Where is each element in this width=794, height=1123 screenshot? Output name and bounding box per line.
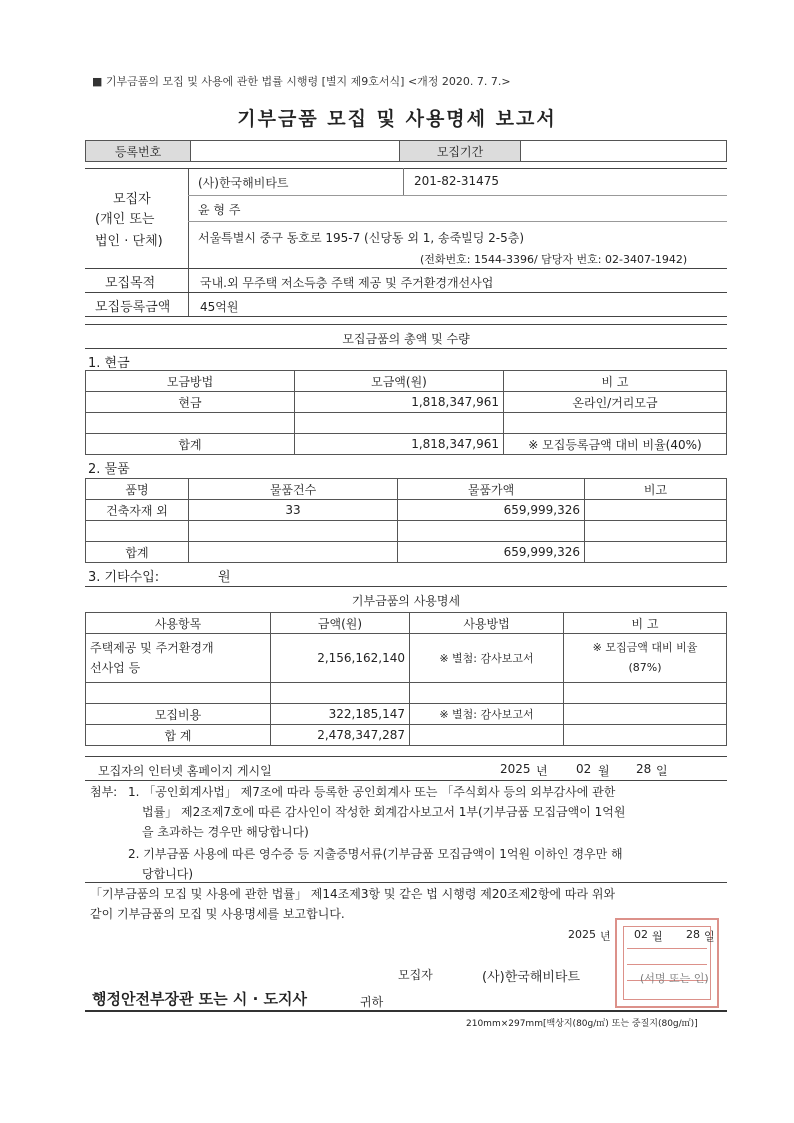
goods-value: 659,999,326 — [398, 500, 585, 521]
purpose-value: 국내.외 무주택 저소득층 주택 제공 및 주거환경개선사업 — [200, 276, 494, 290]
usage-item1-line1: 주택제공 및 주거환경개 — [90, 641, 214, 655]
goods-heading: 2. 물품 — [88, 462, 130, 477]
collector-address: 서울특별시 중구 동호로 195-7 (신당동 외 1, 송죽빌딩 2-5층) — [198, 231, 525, 245]
paper-spec: 210mm×297mm[백상지(80g/㎡) 또는 중질지(80g/㎡)] — [466, 1019, 698, 1029]
cash-amount: 1,818,347,961 — [295, 392, 504, 413]
usage-item1-remark — [564, 634, 727, 683]
usage-header-item: 사용항목 — [86, 613, 271, 634]
goods-count: 33 — [189, 500, 398, 521]
goods-total-remark — [585, 542, 727, 563]
reg-no-label: 등록번호 — [86, 141, 191, 162]
goods-header-count: 물품건수 — [189, 479, 398, 500]
form-header: ■ 기부금품의 모집 및 사용에 관한 법률 시행령 [별지 제9호서식] <개정 2020. 7. 7.> — [92, 75, 511, 88]
cash-empty-2 — [295, 413, 504, 434]
goods-empty-4 — [585, 521, 727, 542]
internet-month: 02 — [576, 762, 592, 776]
usage-title: 기부금품의 사용명세 — [351, 594, 461, 608]
usage-header-method: 사용방법 — [410, 613, 564, 634]
recipient-name: 행정안전부장관 또는 시 · 도지사 — [92, 990, 307, 1008]
cash-method: 현금 — [86, 392, 295, 413]
goods-header-value: 물품가액 — [398, 479, 585, 500]
collector-name: (사)한국해비타트 — [198, 176, 289, 190]
usage-item1-remark-line1: ※ 모집금액 대비 비율 — [592, 641, 698, 654]
usage-header-remark: 비 고 — [564, 613, 727, 634]
sign-day-unit: 일 — [704, 930, 715, 943]
collector-rep: 윤 형 주 — [198, 203, 241, 217]
usage-total-amount: 2,478,347,287 — [271, 725, 410, 746]
usage-header-amount: 금액(원) — [271, 613, 410, 634]
reg-amount-value: 45억원 — [200, 300, 239, 314]
attachment-item2-line1: 2. 기부금품 사용에 따른 영수증 등 지출증명서류(기부금품 모집금액이 1억원 이하인 경우만 해 — [128, 847, 623, 861]
attachment-item1-line1: 1. 「공인회계사법」 제7조에 따라 등록한 공인회계사 또는 「주식회사 등의 외부감사에 관한 — [128, 785, 616, 799]
goods-total-value: 659,999,326 — [398, 542, 585, 563]
other-unit: 원 — [218, 570, 231, 585]
sign-year-unit: 년 — [600, 930, 611, 943]
internet-day: 28 — [636, 762, 652, 776]
statement-line2: 같이 기부금품의 모집 및 사용명세를 보고합니다. — [90, 907, 345, 921]
recipient-suffix: 귀하 — [360, 995, 384, 1009]
period-label: 모집기간 — [400, 141, 521, 162]
goods-empty-3 — [398, 521, 585, 542]
attachment-item1-line3: 을 초과하는 경우만 해당합니다) — [142, 825, 309, 839]
usage-total-remark — [564, 725, 727, 746]
usage-empty-2 — [271, 683, 410, 704]
cash-header-method: 모금방법 — [86, 371, 295, 392]
usage-empty-1 — [86, 683, 271, 704]
cash-total-amount: 1,818,347,961 — [295, 434, 504, 455]
collector-label-2: (개인 또는 — [95, 212, 155, 227]
usage-empty-4 — [564, 683, 727, 704]
usage-item1-method: ※ 별첨: 감사보고서 — [410, 634, 564, 683]
usage-item1 — [86, 634, 271, 683]
internet-day-unit: 일 — [656, 764, 668, 778]
goods-empty-2 — [189, 521, 398, 542]
goods-remark — [585, 500, 727, 521]
internet-label: 모집자의 인터넷 홈페이지 게시일 — [98, 764, 272, 778]
cash-heading: 1. 현금 — [88, 356, 130, 371]
usage-item2-amount: 322,185,147 — [271, 704, 410, 725]
usage-item2-method: ※ 별첨: 감사보고서 — [410, 704, 564, 725]
usage-item2: 모집비용 — [86, 704, 271, 725]
internet-year: 2025 — [500, 762, 531, 776]
cash-header-remark: 비 고 — [504, 371, 727, 392]
sign-month-unit: 월 — [652, 930, 663, 943]
attachment-item2-line2: 당합니다) — [142, 867, 194, 881]
usage-item1-line2: 선사업 등 — [90, 661, 141, 675]
sign-year: 2025 — [568, 928, 596, 941]
collector-phone: (전화번호: 1544-3396/ 담당자 번호: 02-3407-1942) — [420, 253, 688, 266]
cash-remark: 온라인/거리모금 — [504, 392, 727, 413]
usage-item2-remark — [564, 704, 727, 725]
usage-empty-3 — [410, 683, 564, 704]
reg-no-value — [191, 141, 400, 162]
goods-header-remark: 비고 — [585, 479, 727, 500]
statement-line1: 「기부금품의 모집 및 사용에 관한 법률」 제14조제3항 및 같은 법 시행령 제20조제2항에 따라 위와 — [90, 887, 616, 901]
usage-item1-remark-line2: (87%) — [628, 661, 662, 674]
goods-total-count — [189, 542, 398, 563]
totals-title: 모집금품의 총액 및 수량 — [342, 332, 470, 346]
goods-item: 건축자재 외 — [86, 500, 189, 521]
usage-item1-amount: 2,156,162,140 — [271, 634, 410, 683]
collector-label-1: 모집자 — [113, 192, 151, 207]
goods-total-label: 합계 — [86, 542, 189, 563]
collector-label-cell — [85, 168, 189, 268]
registration-table — [85, 140, 727, 162]
goods-empty-1 — [86, 521, 189, 542]
sign-seal-note: (서명 또는 인) — [640, 972, 709, 985]
attachment-item1 — [128, 782, 728, 884]
usage-total-label: 합 계 — [86, 725, 271, 746]
internet-year-unit: 년 — [536, 764, 548, 778]
cash-total-remark: ※ 모집등록금액 대비 비율(40%) — [504, 434, 727, 455]
goods-header-item: 품명 — [86, 479, 189, 500]
cash-empty-3 — [504, 413, 727, 434]
internet-month-unit: 월 — [598, 764, 610, 778]
cash-header-amount: 모금액(원) — [295, 371, 504, 392]
attachment-label: 첨부: — [90, 785, 118, 799]
cash-total-label: 합계 — [86, 434, 295, 455]
period-value — [521, 141, 727, 162]
collector-label-3: 법인 · 단체) — [95, 234, 163, 249]
sign-collector-name: (사)한국해비타트 — [482, 970, 581, 985]
collector-biz-no: 201-82-31475 — [414, 174, 500, 188]
document-title: 기부금품 모집 및 사용명세 보고서 — [237, 108, 557, 130]
cash-table — [85, 370, 727, 455]
attachment-item1-line2: 법률」 제2조제7호에 따른 감사인이 작성한 회계감사보고서 1부(기부금품 모집금액이 1억원 — [142, 805, 626, 819]
cash-empty-1 — [86, 413, 295, 434]
other-heading: 3. 기타수입: — [88, 570, 160, 585]
usage-table — [85, 612, 727, 746]
sign-month: 02 — [634, 928, 648, 941]
reg-amount-label: 모집등록금액 — [95, 300, 171, 315]
purpose-label: 모집목적 — [105, 276, 156, 291]
goods-table — [85, 478, 727, 563]
sign-collector-label: 모집자 — [398, 968, 433, 982]
usage-total-method — [410, 725, 564, 746]
sign-day: 28 — [686, 928, 700, 941]
